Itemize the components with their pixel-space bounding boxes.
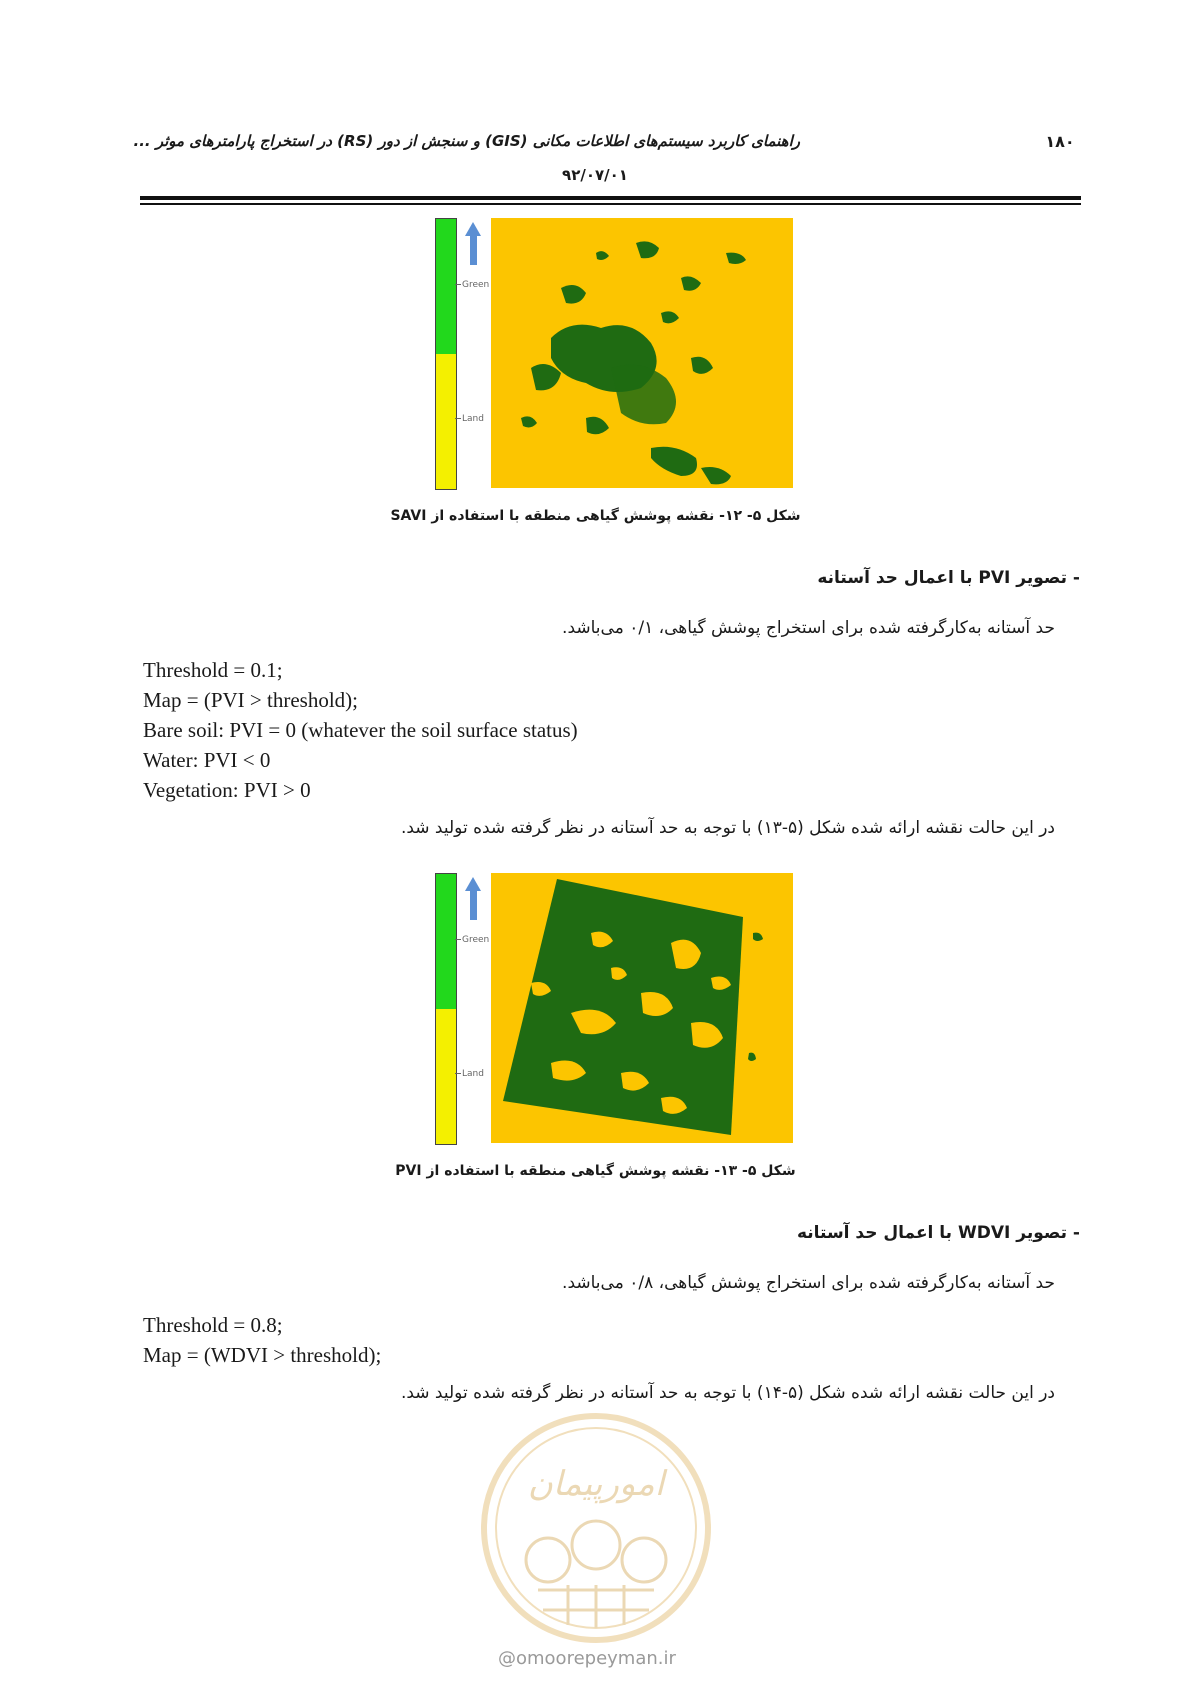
watermark-logo-text: امورپیمان [527,1464,665,1504]
legend-label-land: Land [462,414,484,424]
code-line: Map = (PVI > threshold); [143,688,358,712]
header-rule-thin [140,203,1081,205]
watermark-url-text: omoorepeyman.ir [516,1648,676,1669]
code-line: Threshold = 0.8; [143,1313,283,1337]
legend-tick-bottom [455,1073,461,1074]
savi-map-graphic [491,218,793,488]
arrow-shaft [470,890,477,920]
legend-label-land: Land [462,1069,484,1079]
section-heading-pvi: - تصویر PVI با اعمال حد آستانه [817,568,1080,588]
watermark-logo [478,1410,714,1646]
paragraph-pvi-outro: در این حالت نقشه ارائه شده شکل (۵-۱۳) با توجه به حد آستانه در نظر گرفته شده تولید شد. [400,818,1055,838]
paragraph-wdvi-intro: حد آستانه به‌کارگرفته شده برای استخراج پوشش گیاهی، ۰/۸ می‌باشد. [562,1273,1055,1293]
arrow-up-icon [465,877,481,891]
legend-green-segment [436,219,456,354]
figure-caption-pvi: شکل ۵- ۱۳- نقشه پوشش گیاهی منطقه با استفاده از PVI [395,1163,796,1179]
arrow-up-icon [465,222,481,236]
legend-tick-top [455,939,461,940]
paragraph-wdvi-outro: در این حالت نقشه ارائه شده شکل (۵-۱۴) با توجه به حد آستانه در نظر گرفته شده تولید شد. [400,1383,1055,1403]
legend-label-green: Green [462,935,490,945]
legend-tick-bottom [455,418,461,419]
code-line: Bare soil: PVI = 0 (whatever the soil surface status) [143,718,578,742]
running-header-title: راهنمای کاربرد سیستم‌های اطلاعات مکانی (GIS) و سنجش از دور (RS) در استخراج پارامترهای موثر ... [133,132,800,150]
figure-savi [435,218,795,490]
header-rule-thick [140,196,1081,200]
page-number: ۱۸۰ [1045,132,1075,151]
legend-green-segment [436,874,456,1009]
code-line: Vegetation: PVI > 0 [143,778,311,802]
watermark-url [498,1648,676,1669]
pvi-map-graphic [491,873,793,1143]
header-date: ۹۲/۰۷/۰۱ [562,166,628,184]
at-icon: @ [498,1648,516,1669]
paragraph-pvi-intro: حد آستانه به‌کارگرفته شده برای استخراج پوشش گیاهی، ۰/۱ می‌باشد. [562,618,1055,638]
savi-vegetation-map [491,218,793,488]
legend-yellow-segment [436,354,456,489]
pvi-vegetation-map [491,873,793,1143]
code-line: Threshold = 0.1; [143,658,283,682]
legend-label-green: Green [462,280,490,290]
code-line: Water: PVI < 0 [143,748,271,772]
legend-color-bar [435,218,457,490]
legend-tick-top [455,284,461,285]
legend-color-bar [435,873,457,1145]
figure-caption-savi: شکل ۵- ۱۲- نقشه پوشش گیاهی منطقه با استفاده از SAVI [390,508,801,524]
watermark-seal-icon [478,1410,714,1646]
code-line: Map = (WDVI > threshold); [143,1343,382,1367]
figure-pvi [435,873,795,1145]
legend-yellow-segment [436,1009,456,1144]
section-heading-wdvi: - تصویر WDVI با اعمال حد آستانه [796,1223,1080,1243]
arrow-shaft [470,235,477,265]
